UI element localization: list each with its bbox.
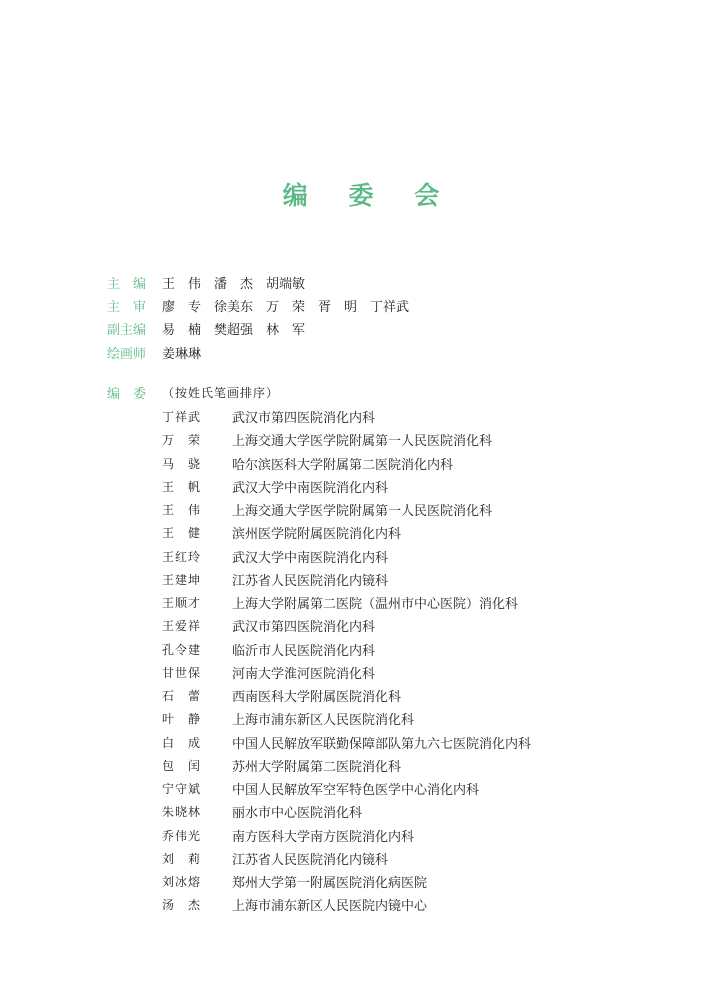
role-names: 易 楠 樊超强 林 军 — [162, 323, 306, 339]
member-affiliation: 武汉大学中南医院消化内科 — [232, 550, 389, 566]
member-affiliation: 南方医科大学南方医院消化内科 — [232, 829, 415, 845]
role-names: 廖 专 徐美东 万 荣 胥 明 丁祥武 — [162, 300, 410, 316]
member-row — [162, 800, 531, 823]
member-affiliation: 上海大学附属第二医院（温州市中心医院）消化科 — [232, 597, 519, 613]
member-affiliation: 中国人民解放军空军特色医学中心消化内科 — [232, 783, 480, 799]
member-row — [162, 870, 531, 893]
member-affiliation: 哈尔滨医科大学附属第二医院消化内科 — [232, 457, 454, 473]
member-row — [162, 824, 531, 847]
member-name: 王 伟 — [162, 503, 202, 518]
role-names: 王 伟 潘 杰 胡端敏 — [162, 277, 306, 293]
member-affiliation: 中国人民解放军联勤保障部队第九六七医院消化内科 — [232, 736, 532, 752]
member-row — [162, 754, 531, 777]
member-affiliation: 武汉市第四医院消化内科 — [232, 411, 376, 427]
member-name: 王建坤 — [162, 572, 202, 587]
member-name: 朱晓林 — [162, 805, 202, 820]
role-row-reviewer — [107, 294, 409, 317]
role-row-illustrator — [107, 341, 409, 364]
editors-label: 编 委 — [107, 386, 147, 402]
member-name: 包 闰 — [162, 758, 202, 773]
member-name: 白 成 — [162, 735, 202, 750]
member-name: 马 骁 — [162, 456, 202, 471]
page-title: 编 委 会 — [282, 181, 456, 210]
member-affiliation: 滨州医学院附属医院消化内科 — [232, 527, 402, 543]
member-row — [162, 591, 531, 614]
member-name: 孔令建 — [162, 642, 202, 657]
member-name: 王爱祥 — [162, 619, 202, 634]
member-row — [162, 847, 531, 870]
member-affiliation: 上海交通大学医学院附属第一人民医院消化科 — [232, 434, 493, 450]
member-name: 王红玲 — [162, 549, 202, 564]
editors-heading — [107, 382, 279, 402]
role-row-deputy-editor — [107, 317, 409, 340]
member-row — [162, 684, 531, 707]
member-affiliation: 江苏省人民医院消化内镜科 — [232, 573, 389, 589]
member-row — [162, 893, 531, 916]
member-row — [162, 428, 531, 451]
member-row — [162, 707, 531, 730]
member-row — [162, 731, 531, 754]
role-label: 主 编 — [107, 277, 147, 293]
role-label: 主 审 — [107, 300, 147, 316]
member-row — [162, 452, 531, 475]
role-list — [107, 271, 409, 364]
role-names: 姜琳琳 — [162, 346, 202, 362]
member-affiliation: 丽水市中心医院消化科 — [232, 806, 363, 822]
member-name: 叶 静 — [162, 712, 202, 727]
member-name: 丁祥武 — [162, 410, 202, 425]
member-name: 石 蕾 — [162, 689, 202, 704]
member-name: 宁守斌 — [162, 782, 202, 797]
member-name: 刘冰熔 — [162, 875, 202, 890]
member-name: 汤 杰 — [162, 898, 202, 913]
member-name: 王 健 — [162, 526, 202, 541]
member-affiliation: 江苏省人民医院消化内镜科 — [232, 852, 389, 868]
member-list — [162, 405, 531, 917]
member-affiliation: 武汉大学中南医院消化内科 — [232, 480, 389, 496]
member-row — [162, 545, 531, 568]
member-row — [162, 475, 531, 498]
member-row — [162, 777, 531, 800]
member-affiliation: 河南大学淮河医院消化科 — [232, 666, 376, 682]
member-row — [162, 498, 531, 521]
member-affiliation: 上海市浦东新区人民医院内镜中心 — [232, 899, 428, 915]
member-name: 甘世保 — [162, 665, 202, 680]
member-name: 刘 莉 — [162, 851, 202, 866]
role-label: 绘画师 — [107, 346, 147, 362]
member-row — [162, 614, 531, 637]
member-row — [162, 568, 531, 591]
role-row-chief-editor — [107, 271, 409, 294]
member-affiliation: 苏州大学附属第二医院消化科 — [232, 759, 402, 775]
member-affiliation: 临沂市人民医院消化内科 — [232, 643, 376, 659]
member-affiliation: 上海交通大学医学院附属第一人民医院消化科 — [232, 504, 493, 520]
member-name: 乔伟光 — [162, 828, 202, 843]
member-name: 王 帆 — [162, 479, 202, 494]
member-row — [162, 405, 531, 428]
member-affiliation: 武汉市第四医院消化内科 — [232, 620, 376, 636]
member-affiliation: 上海市浦东新区人民医院消化科 — [232, 713, 415, 729]
member-row — [162, 521, 531, 544]
member-row — [162, 661, 531, 684]
member-name: 万 荣 — [162, 433, 202, 448]
member-name: 王顺才 — [162, 596, 202, 611]
role-label: 副主编 — [107, 323, 147, 339]
member-row — [162, 638, 531, 661]
member-affiliation: 郑州大学第一附属医院消化病医院 — [232, 876, 428, 892]
member-affiliation: 西南医科大学附属医院消化科 — [232, 690, 402, 706]
editors-sort-note: （按姓氏笔画排序） — [162, 385, 280, 400]
